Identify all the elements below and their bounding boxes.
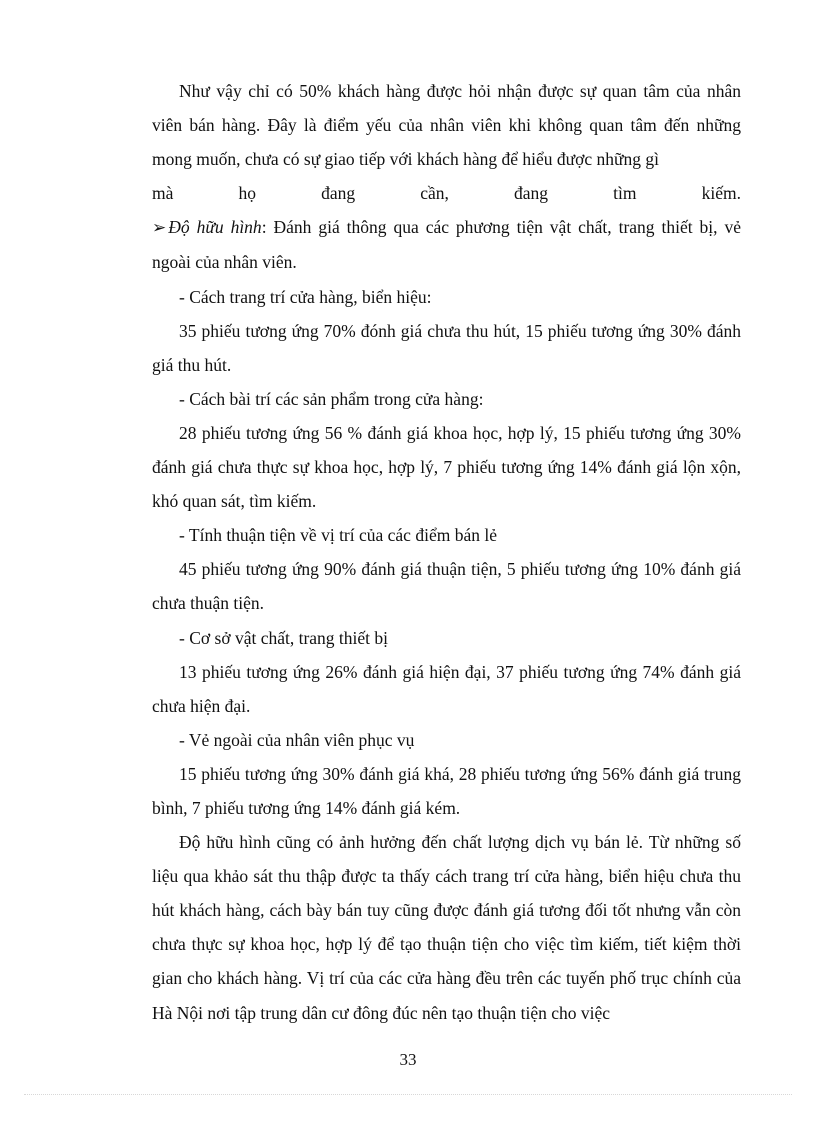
item-text-facilities: 13 phiếu tương ứng 26% đánh giá hiện đại, 37 phiếu tương ứng 74% đánh giá chưa hiện đại. [152,661,741,716]
item-text-layout: 28 phiếu tương ứng 56 % đánh giá khoa học, hợp lý, 15 phiếu tương ứng 30% đánh giá chưa thực sự khoa học, hợp lý, 7 phiếu tương ứng 14% đánh giá lộn xộn, khó quan sát, tìm kiếm. [152,422,741,512]
item-heading-decoration: - Cách trang trí cửa hàng, biển hiệu: [179,286,432,307]
item-heading-facilities: - Cơ sở vật chất, trang thiết bị [179,627,389,648]
arrow-bullet-icon: ➢ [152,218,167,238]
item-heading-appearance: - Vẻ ngoài của nhân viên phục vụ [179,729,415,750]
paragraph-intro-last-line [152,176,741,210]
bullet-title: Độ hữu hình [168,217,262,238]
item-text-location: 45 phiếu tương ứng 90% đánh giá thuận tiện, 5 phiếu tương ứng 10% đánh giá chưa thuận tiện. [152,559,741,614]
item-heading-layout: - Cách bài trí các sản phẩm trong cửa hàng: [179,388,484,409]
item-text-decoration: 35 phiếu tương ứng 70% đónh giá chưa thu hút, 15 phiếu tương ứng 30% đánh giá thu hút. [152,320,741,375]
page-bottom-divider [24,1094,792,1095]
item-heading-location: - Tính thuận tiện về vị trí của các điểm bán lẻ [179,525,497,546]
paragraph-intro-last-text: mà họ đang cần, đang tìm kiếm. [152,183,741,204]
paragraph-intro [152,74,741,176]
paragraph-intro-text: Như vậy chỉ có 50% khách hàng được hỏi nhận được sự quan tâm của nhân viên bán hàng. Đây là điểm yếu của nhân viên khi không quan tâm đến những mong muốn, chưa có sự giao tiếp với khách hàng để hiểu được những gì [152,81,741,170]
page-number: 33 [399,1050,417,1069]
bullet-text: : Đánh giá thông qua các phương tiện vật chất, trang thiết bị, vẻ ngoài của nhân viên. [152,217,741,273]
bullet-tangibles [152,210,741,279]
item-text-appearance: 15 phiếu tương ứng 30% đánh giá khá, 28 phiếu tương ứng 56% đánh giá trung bình, 7 phiếu tương ứng 14% đánh giá kém. [152,763,741,818]
document-body [152,74,741,1030]
paragraph-conclusion: Độ hữu hình cũng có ảnh hưởng đến chất lượng dịch vụ bán lẻ. Từ những số liệu qua khảo sát thu thập được ta thấy cách trang trí cửa hàng, biển hiệu chưa thu hút khách hàng, cách bày bán tuy cũng được đánh giá tương đối tốt nhưng vẫn còn chưa thực sự khoa học, hợp lý để tạo thuận tiện cho việc tìm kiếm, tiết kiệm thời gian cho khách hàng. Vị trí của các cửa hàng đều trên các tuyến phố trục chính của Hà Nội nơi tập trung dân cư đông đúc nên tạo thuận tiện cho việc [152,832,741,1023]
